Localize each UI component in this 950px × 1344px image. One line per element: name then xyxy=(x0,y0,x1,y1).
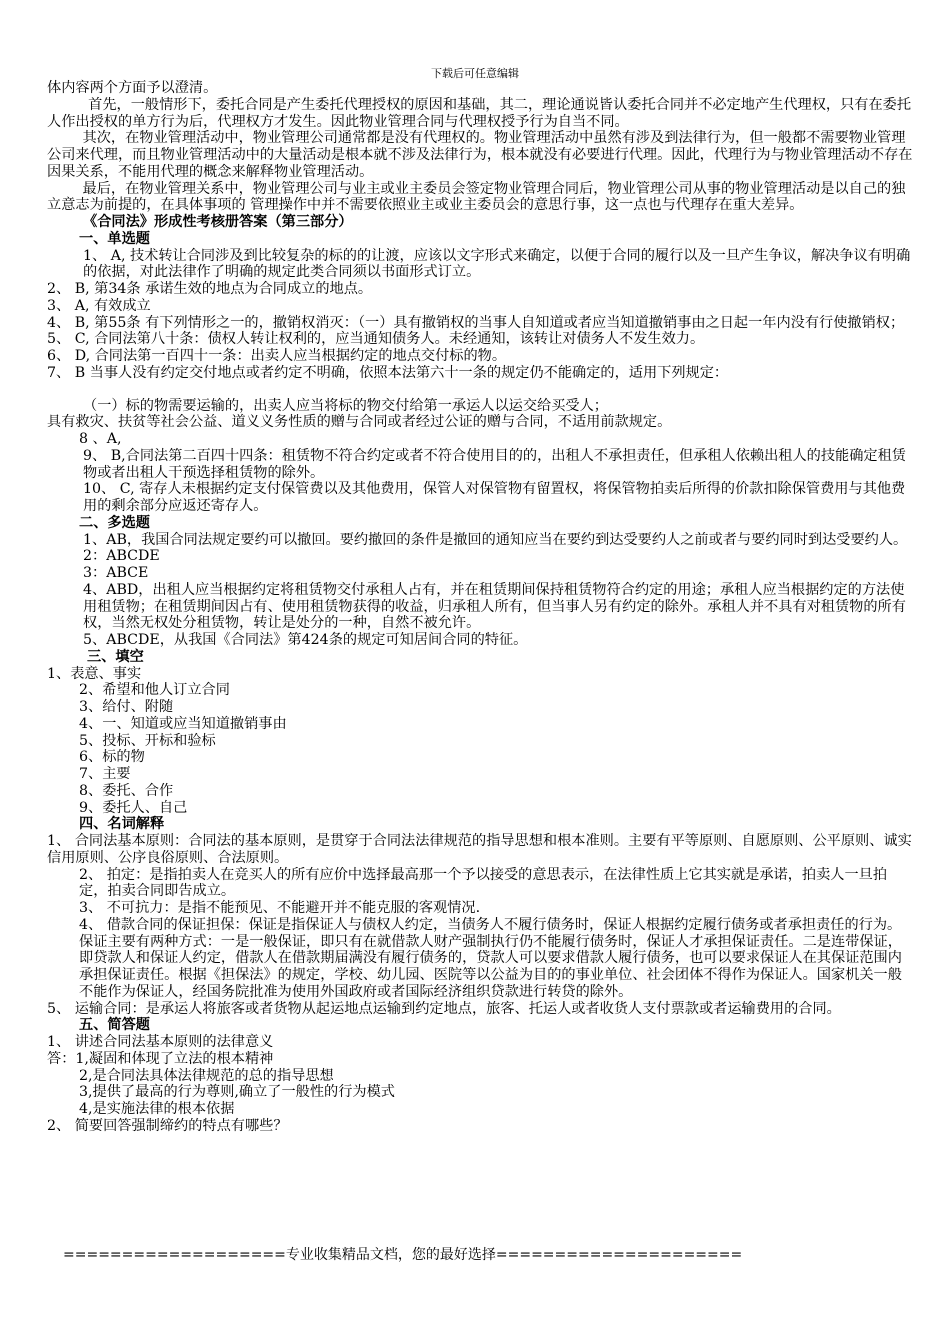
paragraph: 1、 合同法基本原则：合同法的基本原则，是贯穿于合同法法律规范的指导思想和根本准则。主要有平等原则、自愿原则、公平原则、诚实信用原则、公序良俗原则、合法原则。 xyxy=(47,833,912,866)
paragraph: 5、投标、开标和验标 xyxy=(79,732,216,749)
paragraph: 2、 拍定：是指拍卖人在竞买人的所有应价中选择最高那一个予以接受的意思表示，在法律性质上它其实就是承诺，拍卖人一旦拍定，拍卖合同即告成立。 xyxy=(79,866,888,900)
paragraph: 1、表意、事实 xyxy=(47,665,142,682)
header-note: 下载后可任意编辑 xyxy=(431,67,519,80)
paragraph: 1、 A, 技术转让合同涉及到比较复杂的标的的让渡，应该以文字形式来确定，以便于合同的履行以及一旦产生争议，解决争议有明确的依据，对此法律作了明确的规定此类合同须以书面形式订立。 xyxy=(83,247,911,281)
paragraph: 6、 D, 合同法第一百四十一条：出卖人应当根据约定的地点交付标的物。 xyxy=(47,348,507,364)
paragraph: 4,是实施法律的根本依据 xyxy=(79,1101,235,1117)
paragraph: 4、一、知道或应当知道撤销事由 xyxy=(79,715,287,732)
paragraph: 答：1,凝固和体现了立法的根本精神 xyxy=(47,1050,274,1067)
paragraph: 3：ABCE xyxy=(83,565,149,581)
paragraph: 最后，在物业管理关系中，物业管理公司与业主或业主委员会签定物业管理合同后，物业管理公司从事的物业管理活动是以自己的独立意志为前提的，在具体事项的 管理操作中并不需要依照业主或业主委员会的意思行事，这一点也与代理存在重大差异。 xyxy=(47,180,906,214)
paragraph: 2、 简要回答强制缔约的特点有哪些？ xyxy=(47,1117,288,1134)
paragraph: 8、委托、合作 xyxy=(79,782,174,799)
paragraph: 1、AB，我国合同法规定要约可以撤回。要约撤回的条件是撤回的通知应当在要约到达受要约人之前或者与要约同时到达受要约人。 xyxy=(83,531,908,548)
paragraph: 1、 讲述合同法基本原则的法律意义 xyxy=(47,1034,274,1050)
paragraph: 2、 B, 第34条 承诺生效的地点为合同成立的地点。 xyxy=(47,281,373,297)
paragraph: 9、委托人、自己 xyxy=(79,799,188,816)
section-heading: 五、简答题 xyxy=(79,1017,150,1034)
section-heading: 四、名词解释 xyxy=(79,816,165,833)
paragraph: 3、 A, 有效成立 xyxy=(47,297,151,314)
paragraph: 3,提供了最高的行为尊则,确立了一般性的行为模式 xyxy=(79,1084,395,1101)
paragraph: 3、 不可抗力：是指不能预见、不能避开并不能克服的客观情况. xyxy=(79,900,481,916)
paragraph: 7、主要 xyxy=(79,766,131,782)
paragraph: 6、标的物 xyxy=(79,749,145,766)
section-heading: 二、多选题 xyxy=(79,514,150,531)
paragraph: 4、 借款合同的保证担保：保证是指保证人与债权人约定，当债务人不履行债务时，保证人根据约定履行债务或者承担责任的行为。保证主要有两种方式：一是一般保证，即只有在就借款人财产强制执行仍不能履行债务时，保证人才承担保证责任。二是连带保证，即贷款人和保证人约定，借款人在借款期届满没有履行债务的，贷款人可以要求借款人履行债务，也可以要求保证人在其保证范围内承担保证责任。根据《担保法》的规定，学校、幼儿园、医院等以公益为目的的事业单位、社会团体不得作为保证人。国家机关一般不能作为保证人，经国务院批准为使用外国政府或者国际经济组织贷款进行转贷的除外。 xyxy=(79,916,902,1000)
paragraph: 具有救灾、扶贫等社会公益、道义义务性质的赠与合同或者经过公证的赠与合同，不适用前款规定。 xyxy=(47,414,672,431)
section-heading: 《合同法》形成性考核册答案（第三部分） xyxy=(83,214,353,230)
paragraph xyxy=(47,382,913,398)
paragraph: 10、 C, 寄存人未根据约定支付保管费以及其他费用，保管人对保管物有留置权，将保管物拍卖后所得的价款扣除保管费用与其他费用的剩余部分应返还寄存人。 xyxy=(83,481,906,514)
section-heading: 一、单选题 xyxy=(79,230,150,247)
section-heading: 三、填空 xyxy=(87,648,144,665)
paragraph: 5、 C, 合同法第八十条：债权人转让权利的，应当通知债务人。未经通知，该转让对债务人不发生效力。 xyxy=(47,331,705,348)
paragraph: 2、希望和他人订立合同 xyxy=(79,682,230,699)
footer-banner: ===================专业收集精品文档，您的最好选择===================== xyxy=(63,1247,743,1263)
paragraph: 其次，在物业管理活动中，物业管理公司通常都是没有代理权的。物业管理活动中虽然有涉及到法律行为，但一般都不需要物业管理公司来代理，而且物业管理活动中的大量活动是根本就不涉及法律行为，根本就没有必要进行代理。因此，代理行为与物业管理活动不存在因果关系，不能用代理的概念来解释物业管理活动。 xyxy=(47,130,913,180)
paragraph: 7、 B 当事人没有约定交付地点或者约定不明确，依照本法第六十一条的规定仍不能确定的，适用下列规定： xyxy=(47,364,729,381)
paragraph: 5、ABCDE，从我国《合同法》第424条的规定可知居间合同的特征。 xyxy=(83,632,528,648)
paragraph: 首先，一般情形下，委托合同是产生委托代理授权的原因和基础，其二，理论通说皆认委托合同并不必定地产生代理权，只有在委托人作出授权的单方行为后，代理权方才发生。因此物业管理合同与代理权授予行为自当不同。 xyxy=(47,96,912,130)
paragraph: 体内容两个方面予以澄清。 xyxy=(47,80,218,96)
paragraph: 3、给付、附随 xyxy=(79,699,174,715)
paragraph: 2：ABCDE xyxy=(83,548,160,565)
paragraph: 5、 运输合同：是承运人将旅客或者货物从起运地点运输到约定地点，旅客、托运人或者收货人支付票款或者运输费用的合同。 xyxy=(47,1000,841,1017)
paragraph: 2,是合同法具体法律规范的总的指导思想 xyxy=(79,1067,334,1084)
paragraph: 9、 B,合同法第二百四十四条：租赁物不符合约定或者不符合使用目的的，出租人不承担责任，但承租人依赖出租人的技能确定租赁物或者出租人干预选择租赁物的除外。 xyxy=(83,447,906,481)
paragraph: 4、 B, 第55条 有下列情形之一的，撤销权消灭：（一）具有撤销权的当事人自知道或者应当知道撤销事由之日起一年内没有行使撤销权； xyxy=(47,314,905,331)
paragraph: 8 、A, xyxy=(79,431,122,447)
document-body xyxy=(47,80,913,1135)
paragraph: 4、ABD，出租人应当根据约定将租赁物交付承租人占有，并在租赁期间保持租赁物符合约定的用途；承租人应当根据约定的方法使用租赁物；在租赁期间因占有、使用租赁物获得的收益，归承租人所有，但当事人另有约定的除外。承租人并不具有对租赁物的所有权，当然无权处分租赁物，转让是处分的一种，自然不被允许。 xyxy=(83,581,906,632)
paragraph: （一）标的物需要运输的，出卖人应当将标的物交付给第一承运人以运交给买受人； xyxy=(83,397,608,414)
